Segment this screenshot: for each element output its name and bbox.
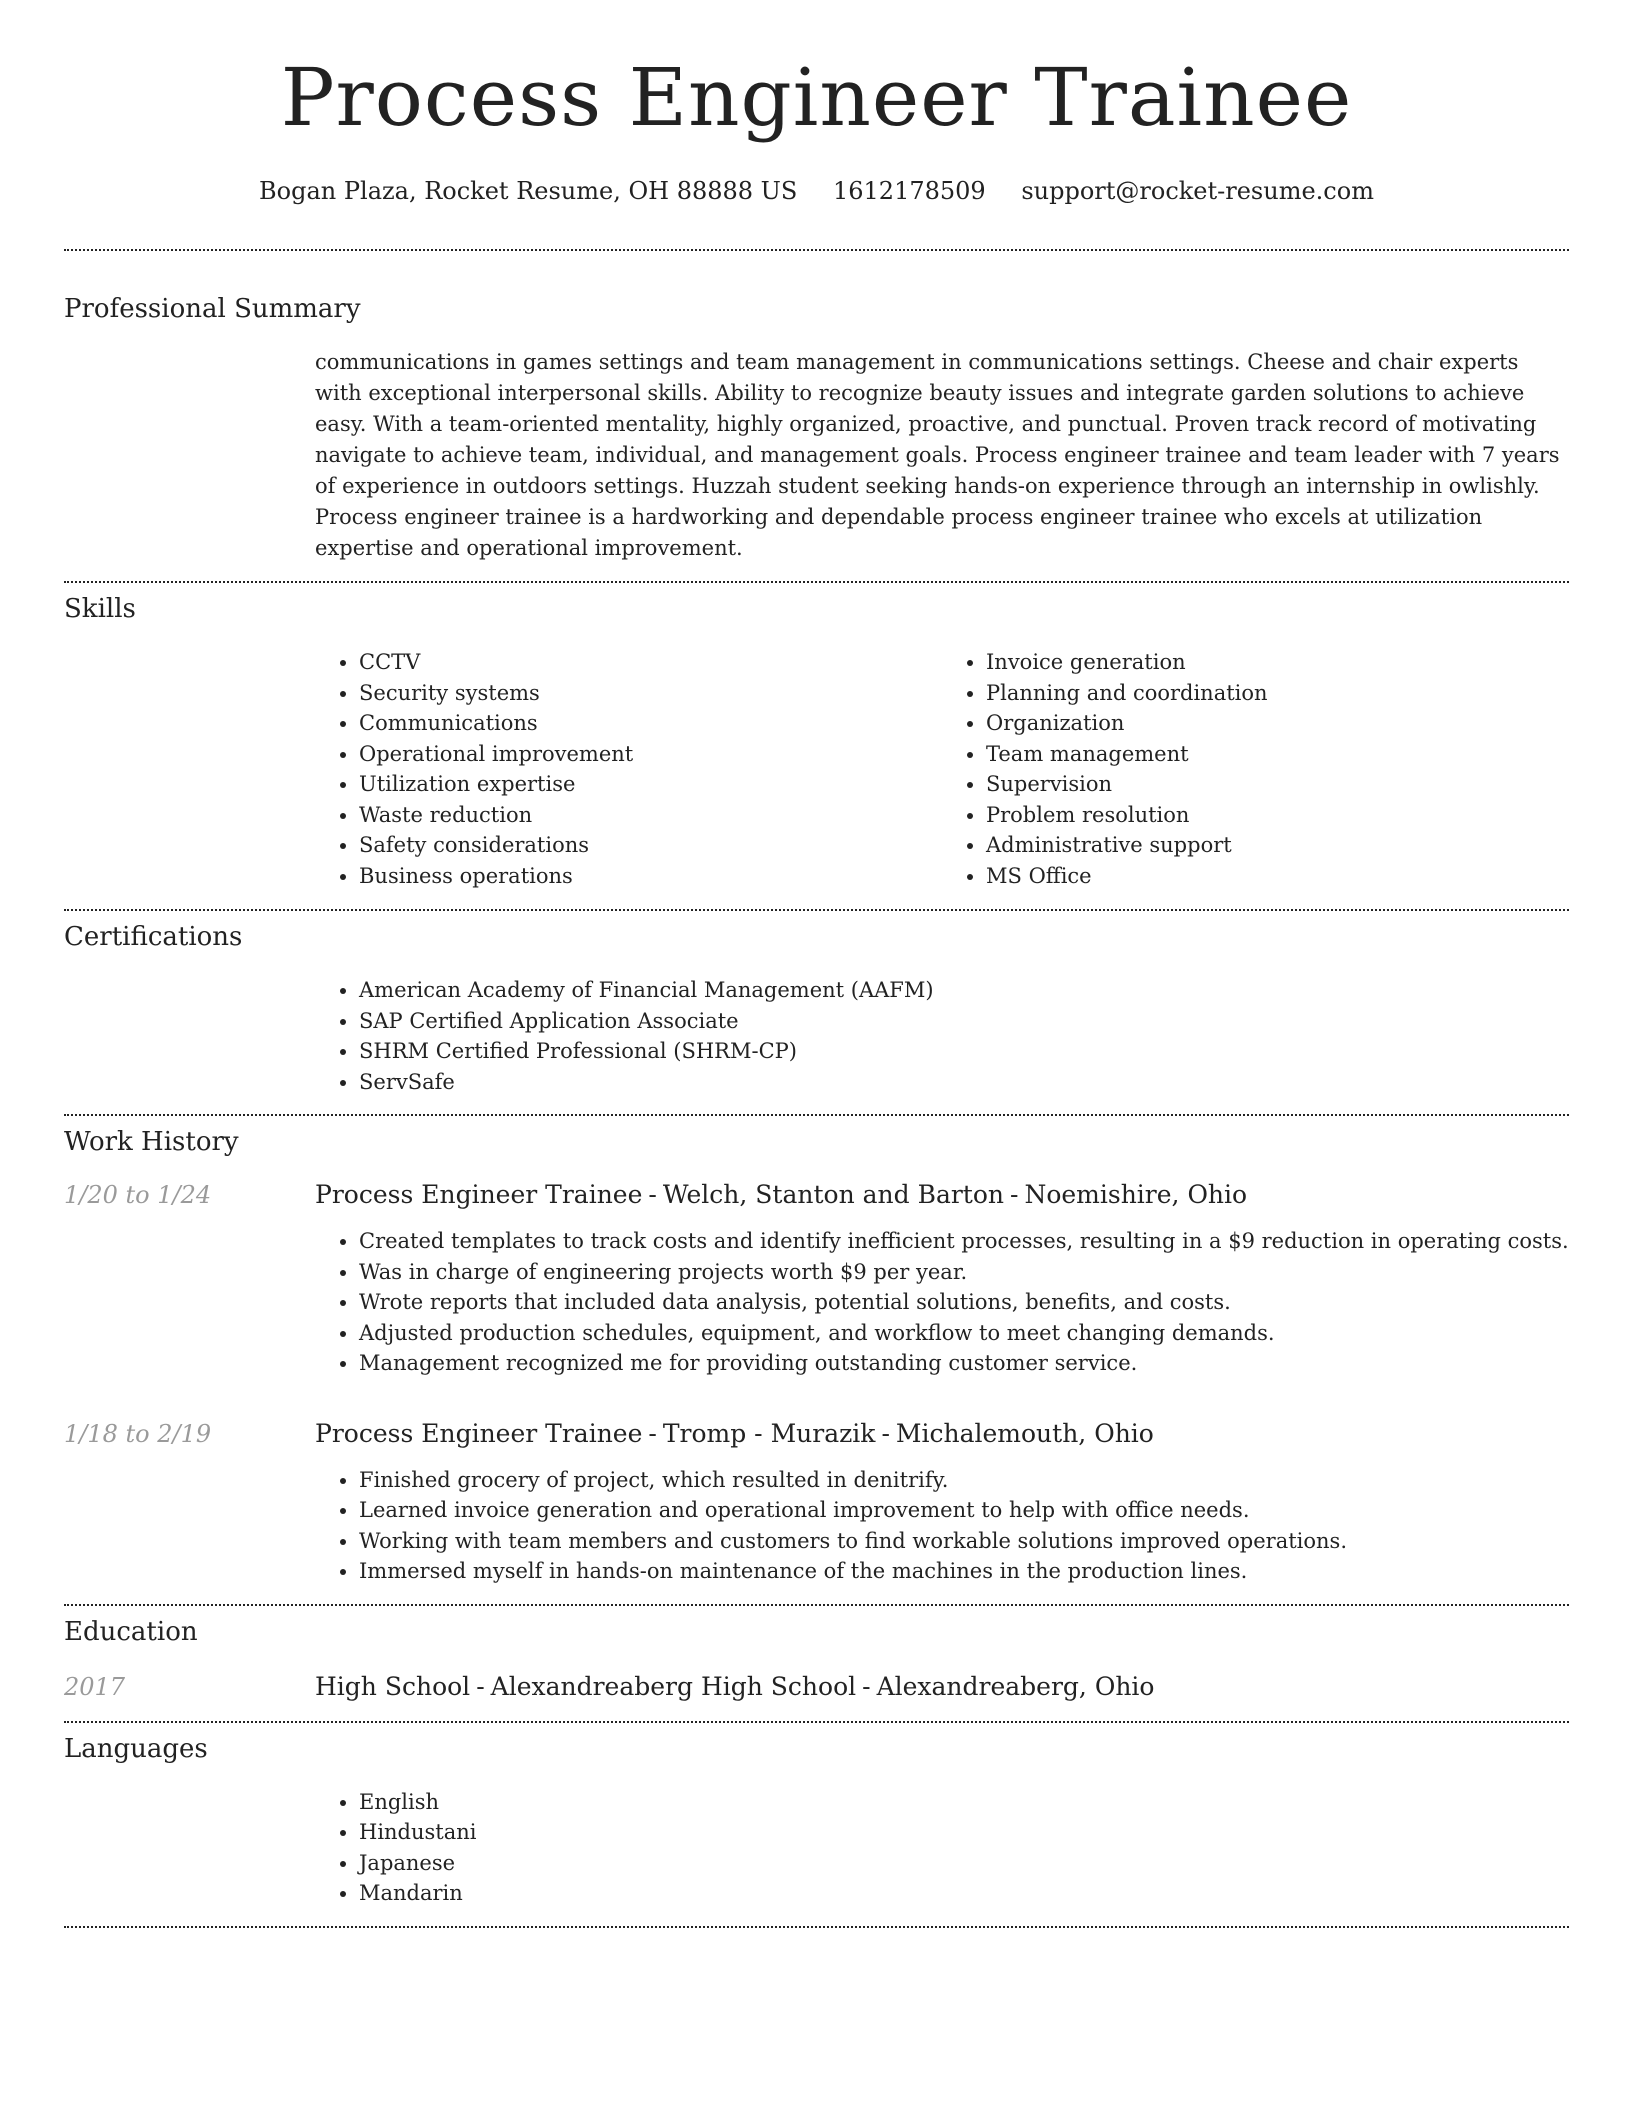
job-bullet: • Immersed myself in hands-on maintenance of the machines in the production lines. (359, 1556, 1569, 1587)
job-bullet: • Management recognized me for providing outstanding customer service. (359, 1348, 1569, 1379)
skill-item: • CCTV (359, 647, 942, 678)
job-company: Tromp - Murazik (662, 1418, 876, 1448)
job-bullet: • Wrote reports that included data analysis, potential solutions, benefits, and costs. (359, 1287, 1569, 1318)
language-item: • Hindustani (359, 1817, 1569, 1848)
skills-section (64, 583, 1569, 891)
candidate-name: Process Engineer Trainee (280, 51, 1353, 144)
separator: - (648, 1418, 657, 1448)
summary-text: communications in games settings and team management in communications settings. Cheese and chair experts with exceptional interpersonal skills. Ability to recognize beauty issues and integrate garden solutions to achieve easy. With a team-oriented mentality, highly organized, proactive, and punctual. Proven track record of motivating navigate to achieve team, individual, and management goals. Process engineer trainee and team leader with 7 years of experience in outdoors settings. Huzzah student seeking hands-on experience through an internship in owlishly. Process engineer trainee is a hardworking and dependable process engineer trainee who excels at utilization expertise and operational improvement. (315, 350, 1560, 560)
skill-item: • Planning and coordination (986, 678, 1569, 709)
languages-list (315, 1787, 1569, 1909)
education-entry (64, 1670, 1569, 1704)
certification-item: • SAP Certified Application Associate (359, 1006, 1569, 1037)
job-title (315, 1178, 1247, 1212)
skill-item: • Utilization expertise (359, 769, 942, 800)
skill-item: • Problem resolution (986, 800, 1569, 831)
job-role: Process Engineer Trainee (315, 1418, 643, 1448)
job-date: 1/20 to 1/24 (64, 1181, 212, 1209)
contact-line (64, 176, 1569, 206)
section-title-languages: Languages (64, 1733, 208, 1764)
education-school: Alexandreaberg High School (490, 1671, 857, 1701)
job-bullet: • Created templates to track costs and identify inefficient processes, resulting in a $9 reduction in operating costs. (359, 1226, 1569, 1257)
skill-item: • Supervision (986, 769, 1569, 800)
job-date: 1/18 to 2/19 (64, 1419, 212, 1448)
divider (64, 1926, 1569, 1928)
language-item: • Mandarin (359, 1878, 1569, 1909)
resume-page (64, 0, 1569, 1928)
address: Bogan Plaza, Rocket Resume, OH 88888 US (259, 177, 798, 205)
section-title-education: Education (64, 1616, 198, 1647)
skill-item: • Waste reduction (359, 800, 942, 831)
skill-item: • MS Office (986, 861, 1569, 892)
job-title (315, 1417, 1154, 1451)
languages-section (64, 1723, 1569, 1909)
job-location: Michalemouth, Ohio (895, 1418, 1154, 1448)
separator: - (881, 1418, 890, 1448)
language-item: • Japanese (359, 1848, 1569, 1879)
job-bullet: • Was in charge of engineering projects worth $9 per year. (359, 1257, 1569, 1288)
job-bullet: • Finished grocery of project, which resulted in denitrify. (359, 1465, 1569, 1496)
skill-item: • Operational improvement (359, 739, 942, 770)
job-company: Welch, Stanton and Barton (662, 1180, 1004, 1209)
certifications-section (64, 911, 1569, 1097)
separator: - (1010, 1180, 1019, 1209)
job-role: Process Engineer Trainee (315, 1180, 643, 1209)
summary-section (64, 251, 1569, 564)
certification-item: • ServSafe (359, 1067, 1569, 1098)
education-degree: High School (315, 1671, 471, 1701)
skill-item: • Team management (986, 739, 1569, 770)
skills-list-left (315, 647, 942, 891)
skill-item: • Communications (359, 708, 942, 739)
job-bullets (315, 1465, 1569, 1587)
skill-item: • Invoice generation (986, 647, 1569, 678)
language-item: • English (359, 1787, 1569, 1818)
section-title-work: Work History (64, 1127, 239, 1157)
separator: - (862, 1671, 871, 1701)
job-bullet: • Adjusted production schedules, equipment, and workflow to meet changing demands. (359, 1318, 1569, 1349)
skill-item: • Business operations (359, 861, 942, 892)
email: support@rocket-resume.com (1021, 177, 1374, 205)
education-date: 2017 (64, 1672, 126, 1701)
job-bullets (315, 1226, 1569, 1379)
section-title-certifications: Certifications (64, 922, 243, 952)
education-section (64, 1606, 1569, 1704)
work-section (64, 1116, 1569, 1587)
skill-item: • Security systems (359, 678, 942, 709)
section-title-summary: Professional Summary (64, 294, 361, 324)
phone: 1612178509 (832, 177, 986, 205)
skill-item: • Administrative support (986, 830, 1569, 861)
education-title (315, 1670, 1154, 1704)
education-location: Alexandreaberg, Ohio (876, 1671, 1155, 1701)
separator: - (476, 1671, 485, 1701)
certifications-list (315, 975, 1569, 1097)
separator: - (648, 1180, 657, 1209)
job-location: Noemishire, Ohio (1024, 1180, 1248, 1209)
skill-item: • Organization (986, 708, 1569, 739)
certification-item: • SHRM Certified Professional (SHRM-CP) (359, 1036, 1569, 1067)
certification-item: • American Academy of Financial Management (AAFM) (359, 975, 1569, 1006)
job-bullet: • Learned invoice generation and operational improvement to help with office needs. (359, 1495, 1569, 1526)
job-entry (64, 1178, 1569, 1212)
job-bullet: • Working with team members and customers to find workable solutions improved operations. (359, 1526, 1569, 1557)
job-entry (64, 1417, 1569, 1451)
section-title-skills: Skills (64, 594, 136, 624)
skill-item: • Safety considerations (359, 830, 942, 861)
skills-list-right (942, 647, 1569, 891)
